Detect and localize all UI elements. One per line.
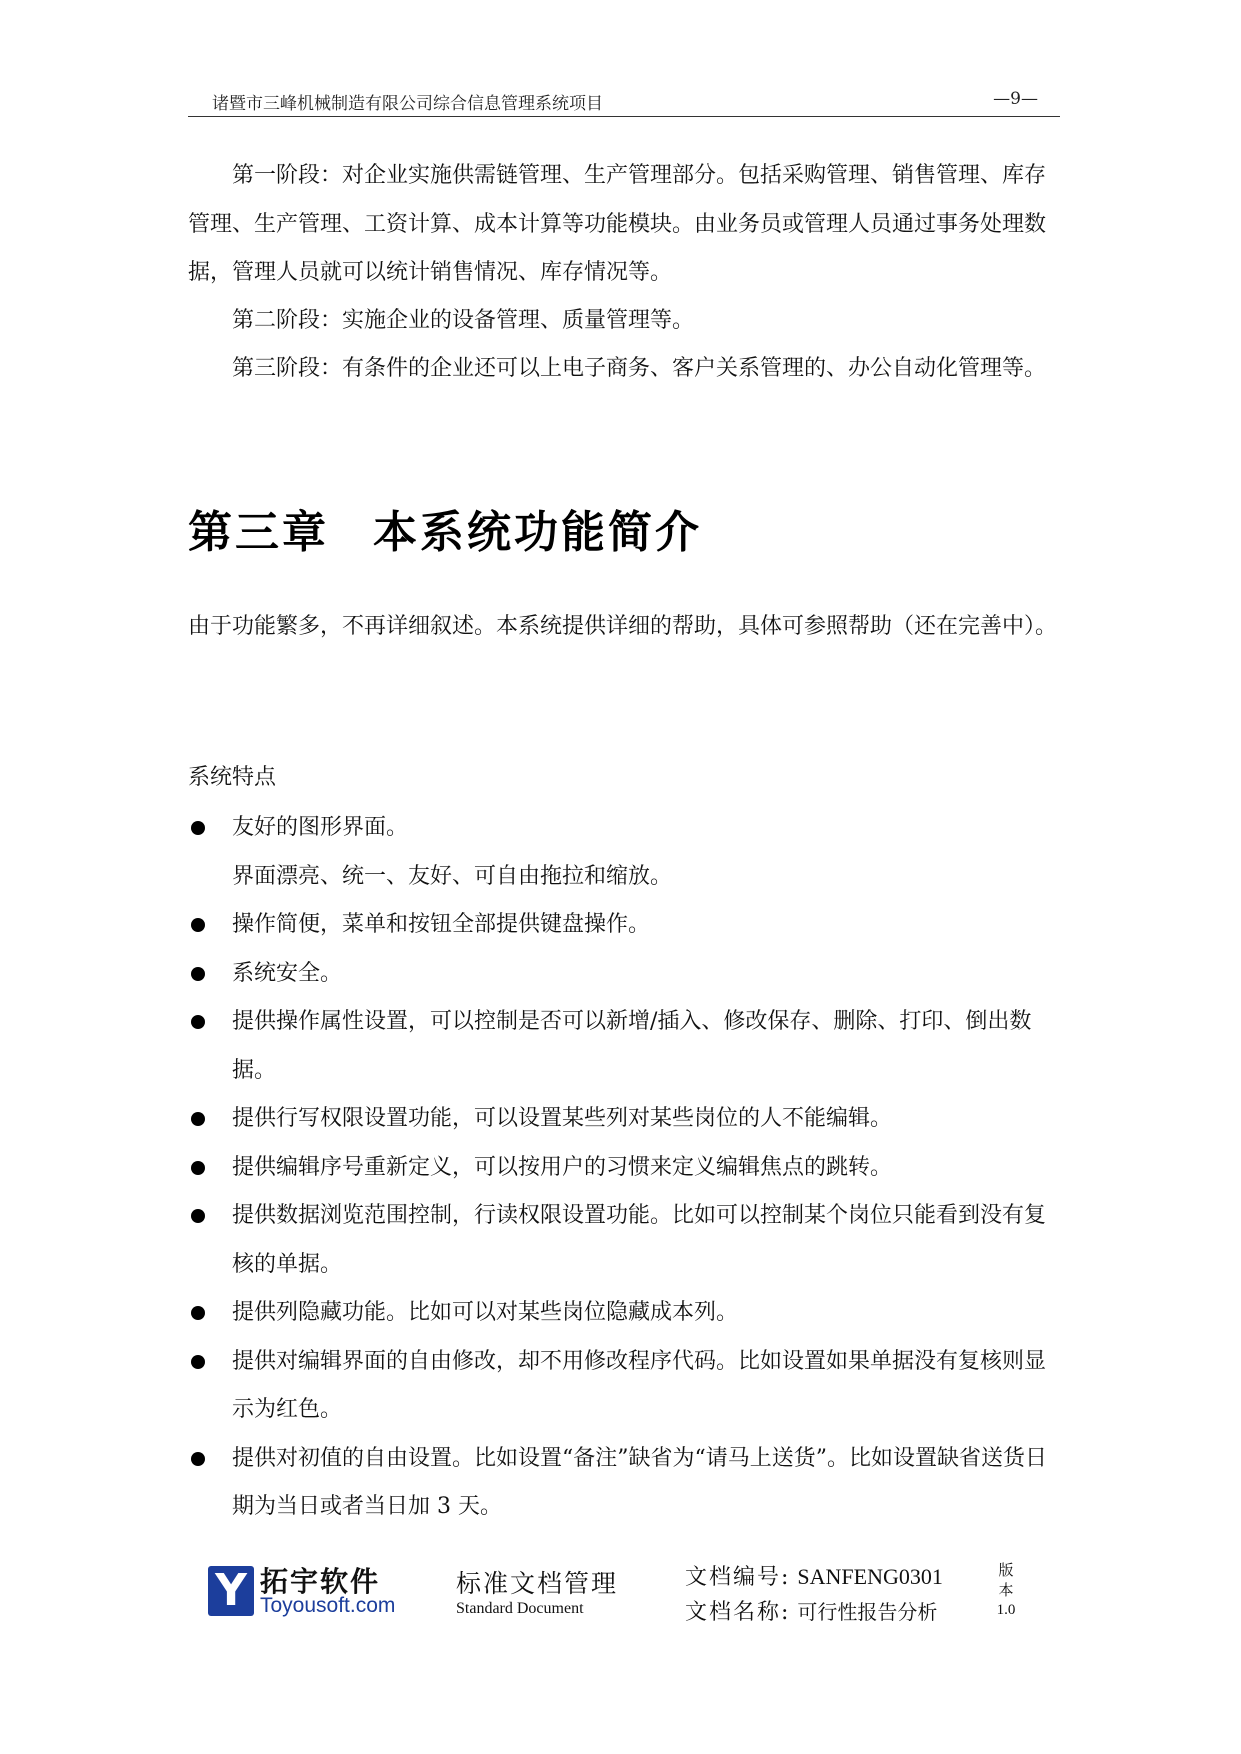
list-item: 提供对编辑界面的自由修改，却不用修改程序代码。比如设置如果单据没有复核则显示为红色。 [188, 1338, 1060, 1435]
logo-website: Toyousoft.com [260, 1594, 396, 1617]
version-label-2: 本 [998, 1581, 1014, 1599]
list-item: 提供编辑序号重新定义，可以按用户的习惯来定义编辑焦点的跳转。 [188, 1144, 1060, 1193]
header-title: 诸暨市三峰机械制造有限公司综合信息管理系统项目 [212, 94, 603, 114]
list-item: 系统安全。 [188, 950, 1060, 999]
standard-document-en: Standard Document [456, 1600, 584, 1617]
phase-1-paragraph: 第一阶段：对企业实施供需链管理、生产管理部分。包括采购管理、销售管理、库存管理、生产管理、工资计算、成本计算等功能模块。由业务员或管理人员通过事务处理数据，管理人员就可以统计销售情况、库存情况等。 [188, 163, 1047, 285]
bullet-icon [191, 1355, 205, 1369]
doc-name-value: 可行性报告分析 [797, 1600, 938, 1624]
bullet-icon [191, 1452, 205, 1466]
list-item: 提供操作属性设置，可以控制是否可以新增/插入、修改保存、删除、打印、倒出数据。 [188, 998, 1060, 1095]
page-header [188, 86, 1060, 117]
bullet-icon [191, 1161, 205, 1175]
page-number: —9— [993, 89, 1038, 109]
features-heading: 系统特点 [188, 765, 277, 790]
chapter-title: 本系统功能简介 [373, 507, 702, 558]
doc-code-label: 文档编号: [685, 1565, 791, 1590]
doc-code-row [685, 1560, 943, 1595]
list-item: 友好的图形界面。 界面漂亮、统一、友好、可自由拖拉和缩放。 [188, 804, 1060, 901]
list-item: 操作简便，菜单和按钮全部提供键盘操作。 [188, 901, 1060, 950]
version-number: 1.0 [996, 1602, 1016, 1618]
bullet-icon [191, 821, 205, 835]
list-item: 提供对初值的自由设置。比如设置“备注”缺省为“请马上送货”。比如设置缺省送货日期为当日或者当日加 3 天。 [188, 1435, 1060, 1532]
chapter-number: 第三章 [188, 507, 329, 558]
feature-list [188, 804, 1060, 1532]
chapter-heading [188, 496, 702, 560]
company-logo [208, 1560, 398, 1620]
logo-y-icon: Y [208, 1566, 254, 1616]
logo-company-name: 拓宇软件 [260, 1565, 381, 1598]
list-item: 提供数据浏览范围控制，行读权限设置功能。比如可以控制某个岗位只能看到没有复核的单据。 [188, 1192, 1060, 1289]
bullet-icon [191, 1209, 205, 1223]
bullet-icon [191, 967, 205, 981]
bullet-icon [191, 1306, 205, 1320]
doc-name-row [685, 1595, 943, 1630]
document-info [685, 1560, 943, 1630]
bullet-icon [191, 1112, 205, 1126]
standard-document-cn: 标准文档管理 [456, 1569, 619, 1598]
list-item-detail: 界面漂亮、统一、友好、可自由拖拉和缩放。 [232, 863, 673, 889]
version-block [994, 1560, 1018, 1620]
list-item: 提供列隐藏功能。比如可以对某些岗位隐藏成本列。 [188, 1289, 1060, 1338]
page-footer [188, 1560, 1068, 1640]
bullet-icon [191, 918, 205, 932]
doc-code-value: SANFENG0301 [797, 1564, 943, 1589]
intro-paragraph: 由于功能繁多，不再详细叙述。本系统提供详细的帮助，具体可参照帮助（还在完善中）。 [188, 614, 1058, 639]
bullet-icon [191, 1015, 205, 1029]
doc-name-label: 文档名称: [685, 1600, 791, 1625]
phase-3-paragraph: 第三阶段：有条件的企业还可以上电子商务、客户关系管理的、办公自动化管理等。 [232, 356, 1047, 381]
phase-2-paragraph: 第二阶段：实施企业的设备管理、质量管理等。 [232, 308, 695, 333]
list-item: 提供行写权限设置功能，可以设置某些列对某些岗位的人不能编辑。 [188, 1095, 1060, 1144]
version-label-1: 版 [998, 1561, 1014, 1579]
